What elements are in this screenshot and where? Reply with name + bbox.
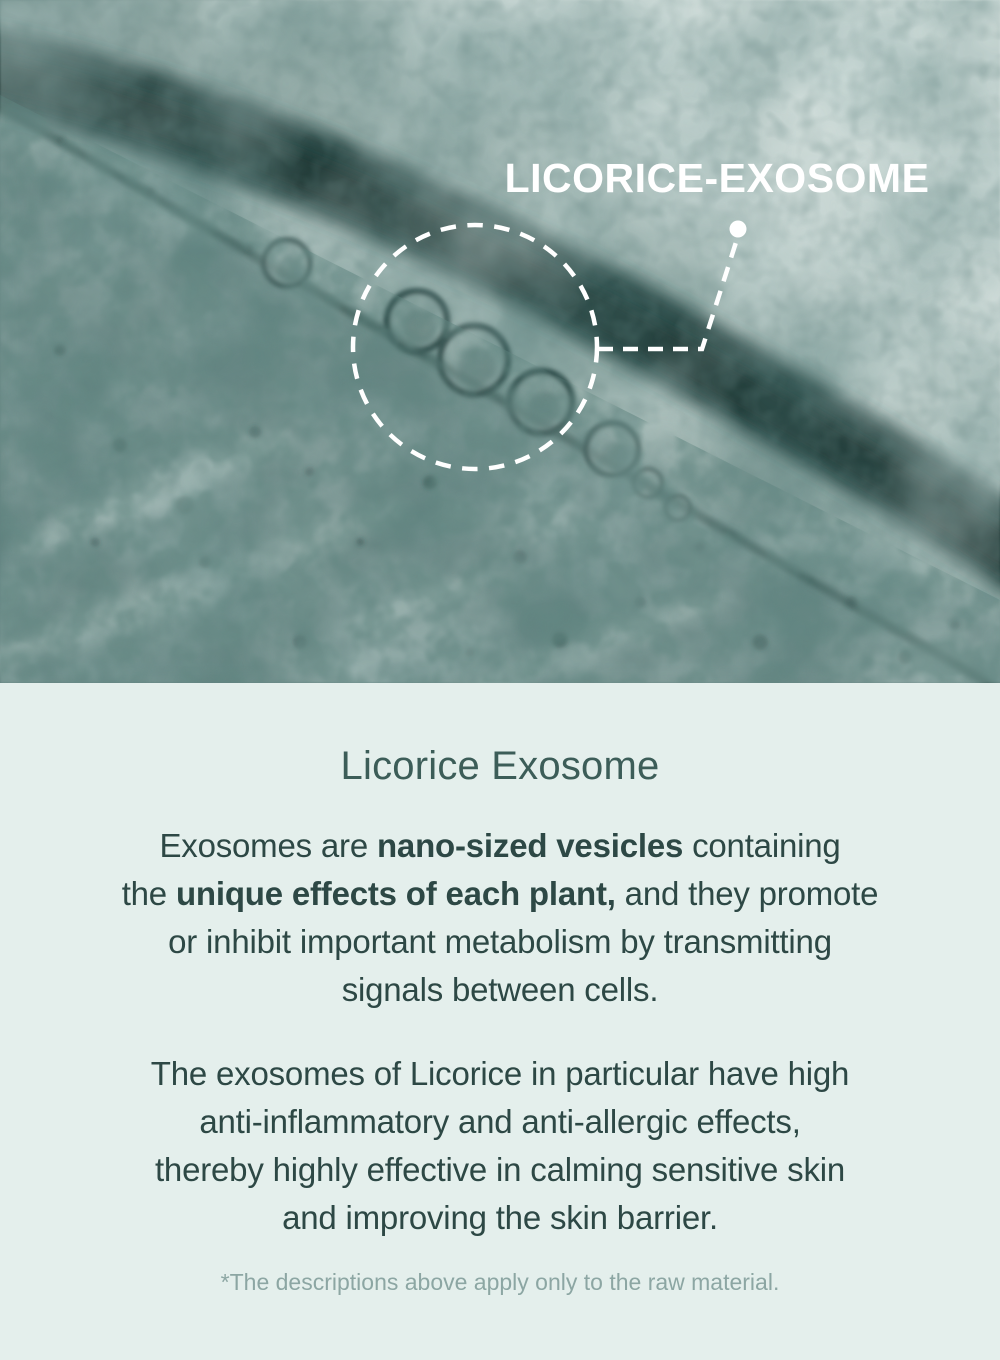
text-line [0,966,1000,1014]
text-segment: thereby highly effective in calming sensitive skin [154,1151,846,1188]
text-segment: and improving the skin barrier. [282,1199,718,1236]
text-line [0,918,1000,966]
text-line [0,870,1000,918]
text-line [0,1146,1000,1194]
text-segment: the [121,875,176,912]
text-segment: and they promote [615,875,879,912]
text-segment: containing [683,827,841,864]
exosome-annotation-label: LICORICE-EXOSOME [504,155,930,201]
text-segment: The exosomes of Licorice in particular have high [150,1055,850,1092]
text-segment: anti-inflammatory and anti-allergic effects, [199,1103,801,1140]
text-segment: signals between cells. [341,971,659,1008]
bold-text-segment: unique effects of each plant, [175,875,616,912]
text-segment: Exosomes are [159,827,377,864]
disclaimer-footnote: *The descriptions above apply only to the raw material. [220,1269,780,1295]
description-section [0,683,1000,1360]
text-line [0,1050,1000,1098]
annotation-dot [730,221,747,238]
paragraph-licorice-benefits [0,1050,1000,1242]
text-line [0,1194,1000,1242]
paragraph-exosome-definition [0,822,1000,1014]
section-title: Licorice Exosome [340,744,660,788]
text-line [0,822,1000,870]
text-segment: or inhibit important metabolism by transmitting [168,923,832,960]
bold-text-segment: nano-sized vesicles [376,827,684,864]
text-line [0,1098,1000,1146]
